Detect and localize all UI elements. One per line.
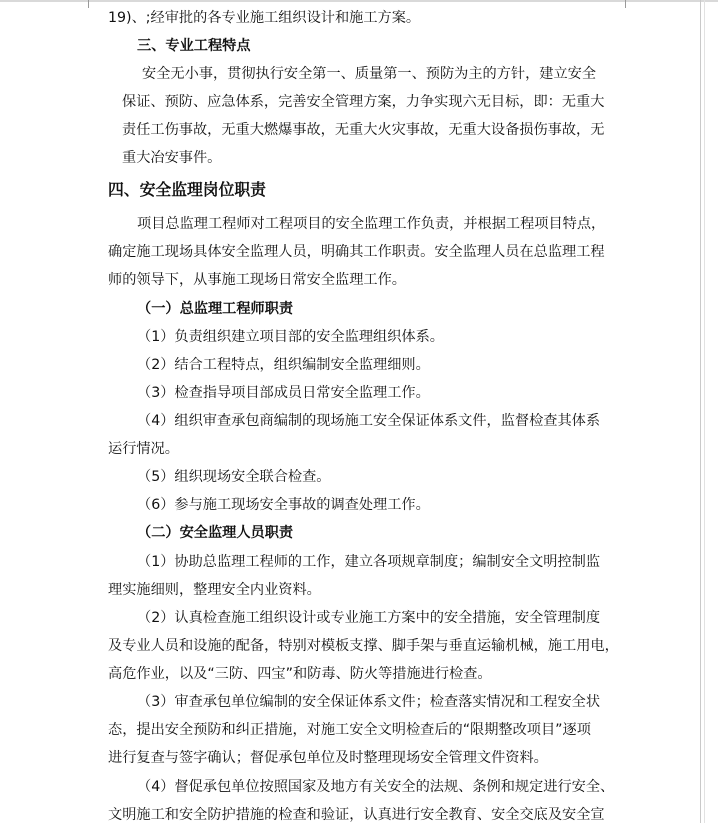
paragraph-line: 及专业人员和设施的配备，特别对模板支撑、脚手架与垂直运输机械，施工用电， bbox=[108, 638, 619, 654]
paragraph-line: 保证、预防、应急体系，完善安全管理方案，力争实现六无目标，即：无重大 bbox=[122, 94, 605, 110]
margin-mark-left bbox=[88, 0, 89, 8]
paragraph-line: （3）检查指导项目部成员日常安全监理工作。 bbox=[137, 385, 430, 401]
paragraph-line: 文明施工和安全防护措施的检查和验证，认真进行安全教育、安全交底及安全宣 bbox=[108, 807, 605, 823]
section-heading: （二）安全监理人员职责 bbox=[137, 525, 294, 541]
paragraph-line: （1）负责组织建立项目部的安全监理组织体系。 bbox=[137, 329, 444, 345]
paragraph-line: （4）督促承包单位按照国家及地方有关安全的法规、条例和规定进行安全、 bbox=[137, 779, 615, 795]
paragraph-line: 19)、;经审批的各专业施工组织设计和施工方案。 bbox=[108, 10, 421, 26]
page-top-edge bbox=[0, 0, 718, 2]
paragraph-line: 高危作业，以及“三防、四宝”和防毒、防火等措施进行检查。 bbox=[108, 666, 492, 682]
paragraph-line: 确定施工现场具体安全监理人员，明确其工作职责。安全监理人员在总监理工程 bbox=[108, 244, 605, 260]
paragraph-line: （5）组织现场安全联合检查。 bbox=[137, 469, 331, 485]
page-right-border bbox=[700, 0, 701, 823]
paragraph-line: 进行复查与签字确认；督促承包单位及时整理现场安全管理文件资料。 bbox=[108, 750, 548, 766]
paragraph-line: 安全无小事，贯彻执行安全第一、质量第一、预防为主的方针，建立安全 bbox=[142, 66, 597, 82]
paragraph-line: 运行情况。 bbox=[108, 441, 179, 457]
paragraph-line: 重大冶安事件。 bbox=[122, 150, 222, 166]
paragraph-line: 项目总监理工程师对工程项目的安全监理工作负责，并根据工程项目特点， bbox=[137, 216, 606, 232]
paragraph-line: （1）协助总监理工程师的工作，建立各项规章制度；编制安全文明控制监 bbox=[137, 554, 601, 570]
paragraph-line: 责任工伤事故，无重大燃爆事故，无重大火灾事故，无重大设备损伤事故，无 bbox=[122, 122, 605, 138]
paragraph-line: （2）结合工程特点，组织编制安全监理细则。 bbox=[137, 357, 430, 373]
section-heading: 三、专业工程特点 bbox=[137, 38, 251, 54]
margin-mark-right bbox=[625, 0, 626, 8]
section-heading: （一）总监理工程师职责 bbox=[137, 301, 294, 317]
paragraph-line: 态，提出安全预防和纠正措施，对施工安全文明检查后的“限期整改项目”逐项 bbox=[108, 722, 591, 738]
paragraph-line: （6）参与施工现场安全事故的调查处理工作。 bbox=[137, 497, 430, 513]
paragraph-line: （2）认真检查施工组织设计或专业施工方案中的安全措施，安全管理制度 bbox=[137, 610, 601, 626]
page-right-border-shadow bbox=[704, 0, 705, 823]
section-heading: 四、安全监理岗位职责 bbox=[108, 180, 266, 199]
paragraph-line: 理实施细则，整理安全内业资料。 bbox=[108, 582, 321, 598]
paragraph-line: 师的领导下，从事施工现场日常安全监理工作。 bbox=[108, 272, 406, 288]
paragraph-line: （3）审查承包单位编制的安全保证体系文件；检查落实情况和工程安全状 bbox=[137, 694, 601, 710]
paragraph-line: （4）组织审查承包商编制的现场施工安全保证体系文件，监督检查其体系 bbox=[137, 413, 601, 429]
